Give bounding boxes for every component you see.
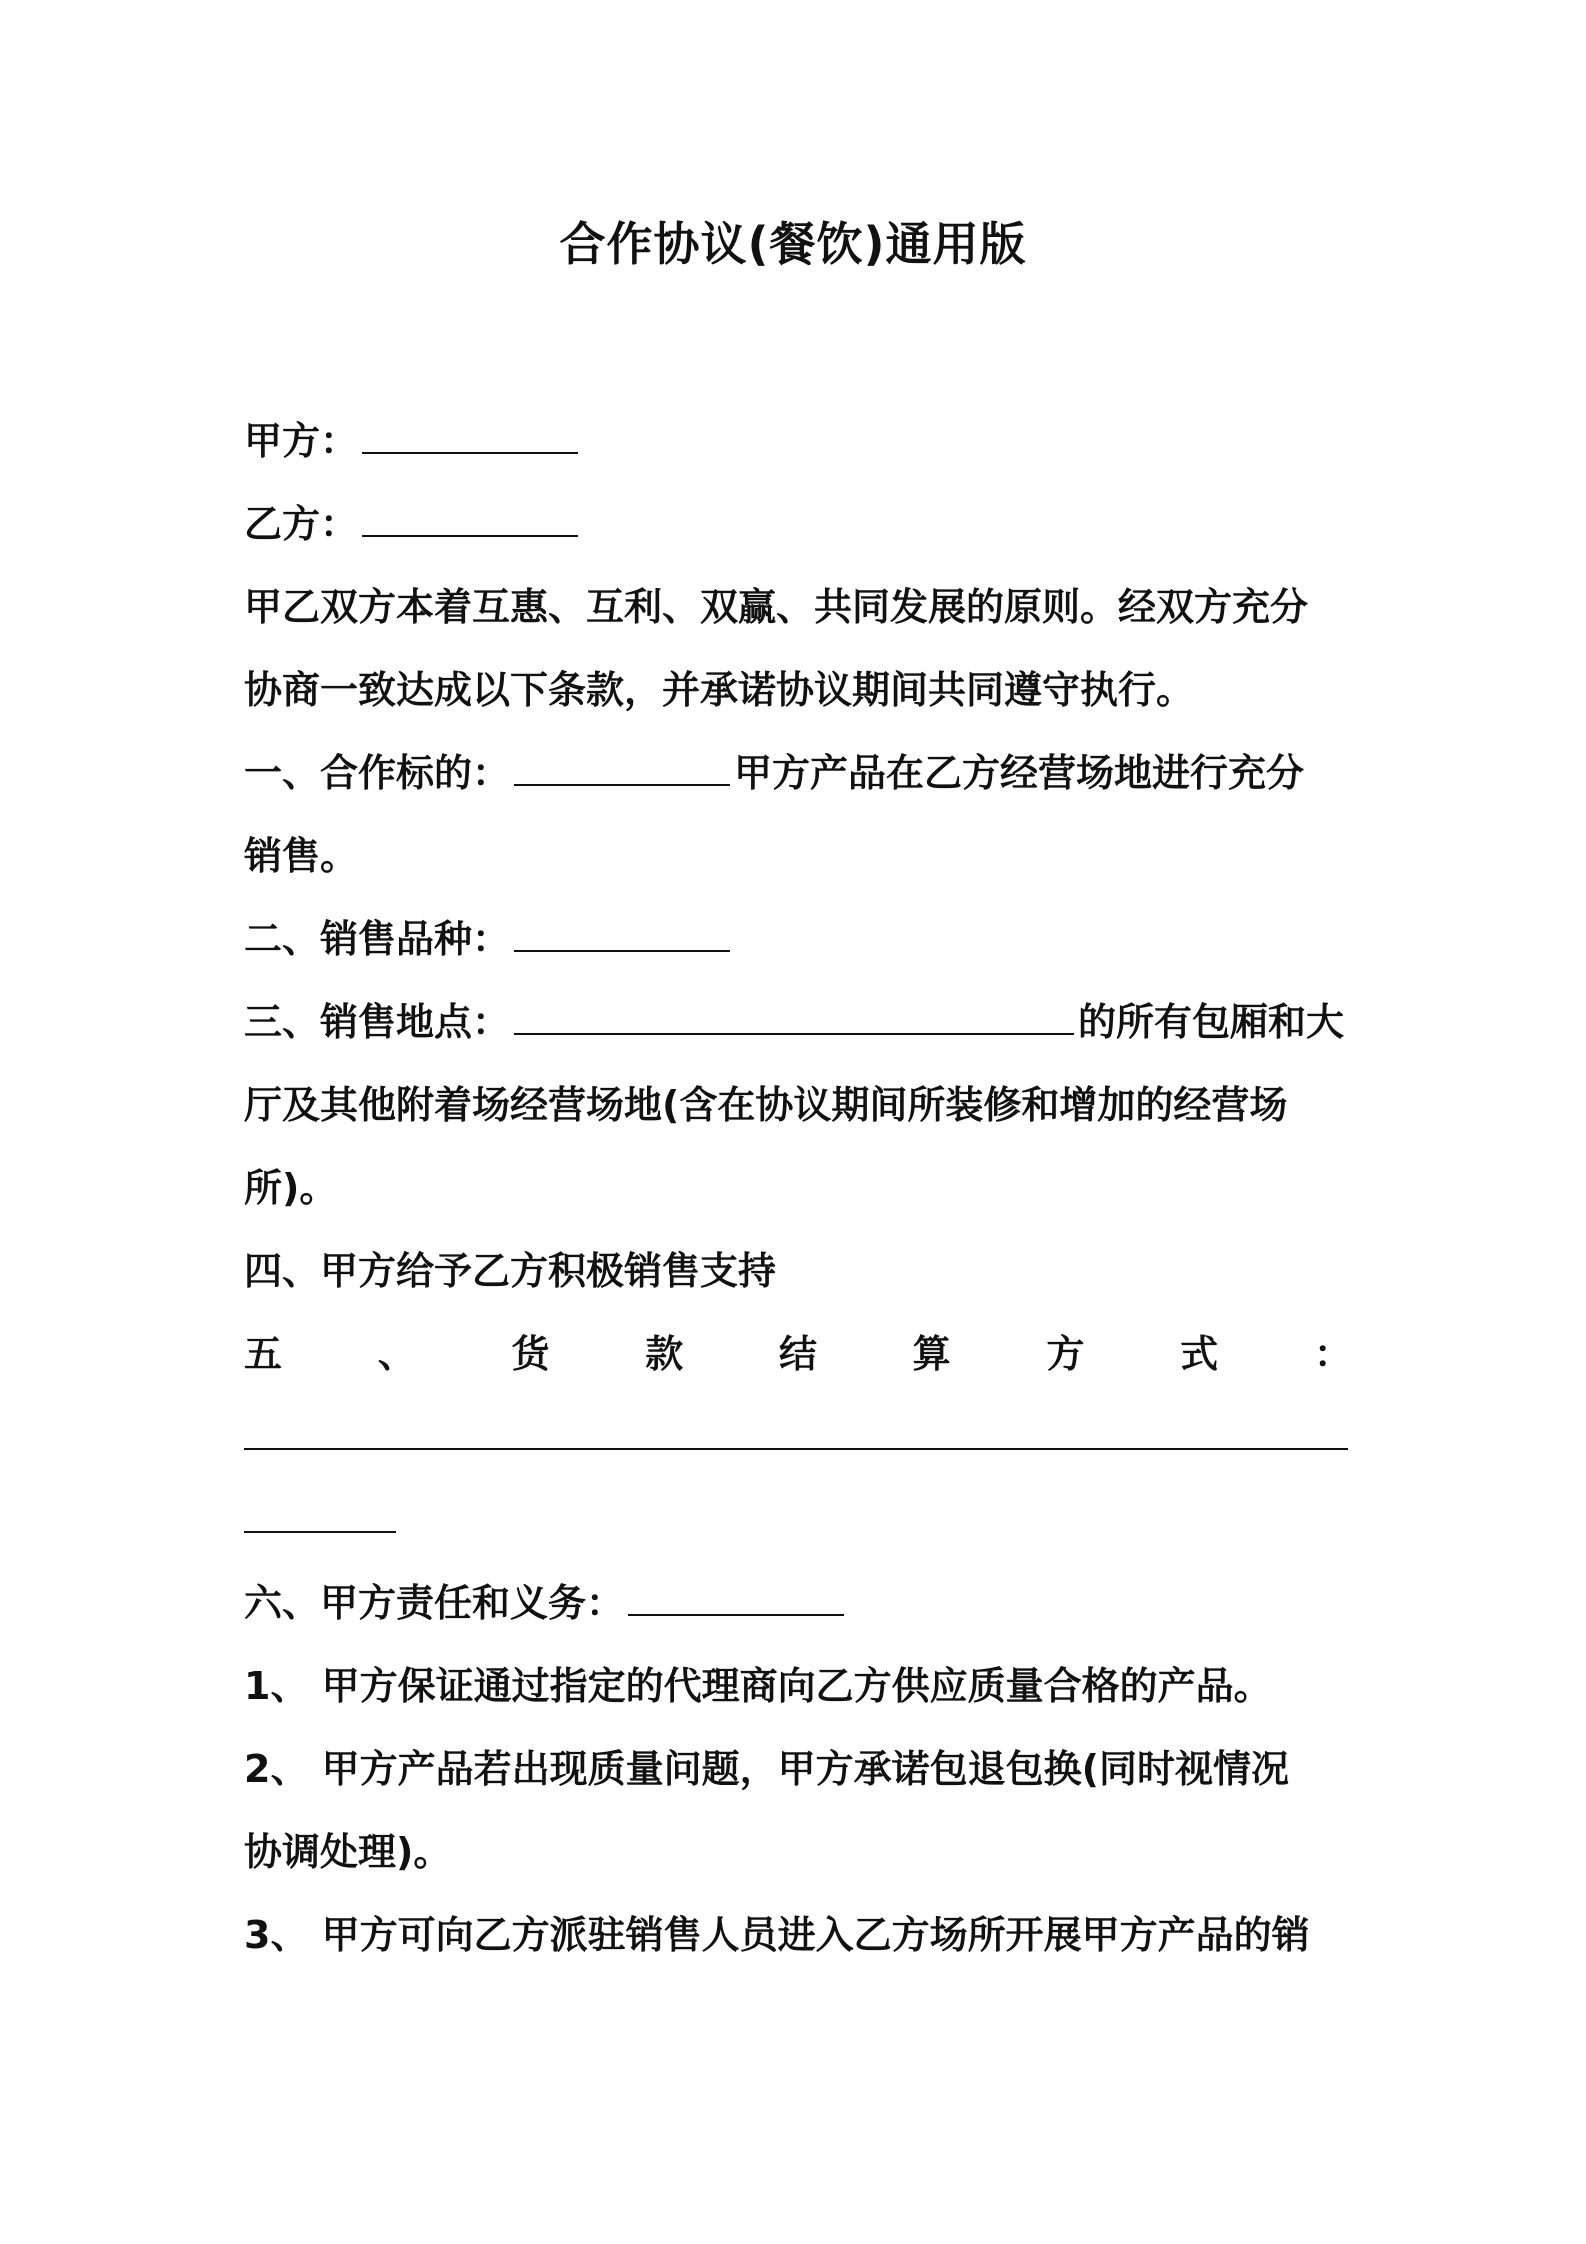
clause-5-char: 式 <box>1180 1332 1219 1376</box>
clause-2-line <box>244 898 1352 981</box>
party-a-line <box>244 400 1352 483</box>
clause-5-blank-line <box>244 1396 1352 1479</box>
clause-2-prefix: 二、销售品种： <box>244 917 511 961</box>
clause-6-line <box>244 1562 1352 1645</box>
document-title: 合作协议(餐饮)通用版 <box>559 217 1027 271</box>
clause-5-char: 结 <box>778 1332 817 1376</box>
item-2-line-2: 协调处理)。 <box>244 1830 452 1874</box>
clause-5-char: 、 <box>377 1332 416 1376</box>
intro-line-1: 甲乙双方本着互惠、互利、双赢、共同发展的原则。经双方充分 <box>244 585 1309 629</box>
item-1-line: 1、 甲方保证通过指定的代理商向乙方供应质量合格的产品。 <box>244 1664 1272 1708</box>
clause-3-blank <box>514 1001 1074 1035</box>
clause-5-blank <box>244 1416 1348 1450</box>
party-b-line <box>244 483 1352 566</box>
clause-3-line <box>244 981 1352 1064</box>
clause-2-blank <box>514 918 730 952</box>
clause-3-suffix: 的所有包厢和大 <box>1078 1000 1345 1044</box>
clause-3-line-3: 所)。 <box>244 1166 338 1210</box>
item-2-line-1: 2、 甲方产品若出现质量问题，甲方承诺包退包换(同时视情况 <box>244 1747 1290 1791</box>
party-a-blank <box>362 420 578 454</box>
intro-line-2: 协商一致达成以下条款，并承诺协议期间共同遵守执行。 <box>244 668 1195 712</box>
party-b-blank <box>362 503 578 537</box>
clause-1-line <box>244 732 1352 815</box>
clause-5-char: ： <box>1313 1332 1352 1376</box>
clause-5-char: 方 <box>1046 1332 1085 1376</box>
document-body <box>244 400 1352 1977</box>
clause-3-line-2: 厅及其他附着场经营场地(含在协议期间所装修和增加的经营场 <box>244 1083 1288 1127</box>
clause-4-line: 四、甲方给予乙方积极销售支持 <box>244 1249 777 1293</box>
clause-1-line-2: 销售。 <box>244 834 359 878</box>
clause-5-char: 算 <box>912 1332 951 1376</box>
clause-5-line <box>244 1313 1352 1396</box>
clause-5-char: 款 <box>645 1332 684 1376</box>
item-3-line-1: 3、 甲方可向乙方派驻销售人员进入乙方场所开展甲方产品的销 <box>244 1913 1310 1957</box>
clause-5-blank-line-2 <box>244 1479 1352 1562</box>
clause-1-blank <box>514 752 730 786</box>
clause-6-prefix: 六、甲方责任和义务： <box>244 1581 625 1625</box>
clause-6-blank <box>628 1582 844 1616</box>
clause-5-char: 五 <box>244 1332 283 1376</box>
clause-5-blank-tail <box>244 1499 396 1533</box>
clause-1-prefix: 一、合作标的： <box>244 751 511 795</box>
party-a-label: 甲方： <box>244 419 359 463</box>
party-b-label: 乙方： <box>244 502 359 546</box>
clause-5-char: 货 <box>511 1332 550 1376</box>
clause-1-suffix: 甲方产品在乙方经营场地进行充分 <box>734 751 1305 795</box>
clause-3-prefix: 三、销售地点： <box>244 1000 511 1044</box>
